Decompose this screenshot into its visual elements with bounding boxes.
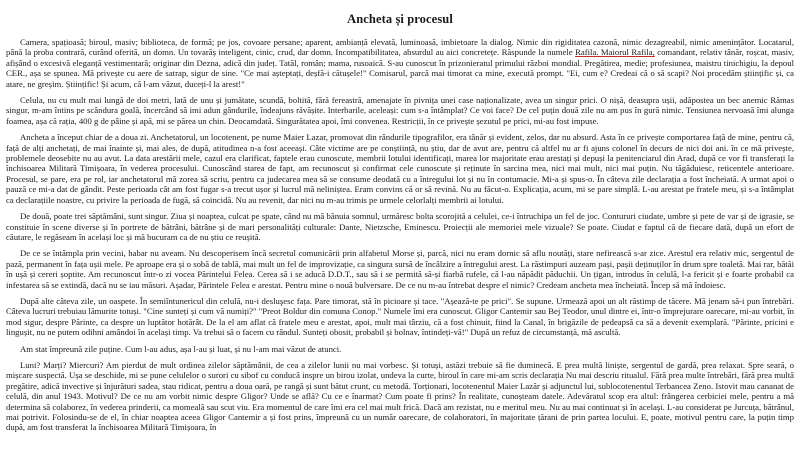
paragraph-6: După alte câteva zile, un oaspete. În semiîntunericul din celulă, nu-i desluşesc fața. Pare timorat, stă în picioare și tace. "Așează-te pe prici". Se supune. Urmează apoi un alt răstimp de tăcere. Mă jenam să-i pun întrebări. Câteva lucruri trebuiau lămurite totuși. "Cine sunteți și cum vă numiți?" "Preot Boldur din comuna Conop." Numele îmi era cunoscut. Gligor Cantemir sau Bej Teodor, unul dintre ei, într-o împrejurare oarecare, mi-au vorbit, în mod sigur, despre Părinte, ca despre un luptător hotărât. De la el am aflat că fratele meu e arestat, apoi, mult mai târziu, că a fost chinuit, fiind la Canal, în brigăzile de pedeapsă ca să a devenit exemplară. "Părinte, pricini e lingușit, nu ne putem odihni amândoi în același timp. Va trebui să o facem cu rândul. Sunteți obosit, probabil și bolnav, întindeți-vă!" După un refuz de circumstanță, mă ascultă. (6, 295, 794, 338)
paragraph-8: Luni? Marți? Miercuri? Am pierdut de mult ordinea zilelor săptămânii, de cea a zilelor lunii nu mai vorbesc. Și totuși, astăzi trebuie să fie duminecă. E prea multă liniște, sergentul de gardă, prea relaxat. Spre seară, o mișcare suspectă. Ușa se deschide, mi se pune celulelor o surori cu sibof cu conducă inspre un birou izolat, undeva la curte, biroul în care mi-am scris declarația Nu mai descriu ritualul. Fără prea multe întrebări, fără prea multă pregătire, adică invective și înjurături sadea, stau ridicat, pentru a doua oară, pe rangă și sunt bătut crunt, cu metodă. Torționari, locotenentul Maier Lazăr și adjunctul lui, sublocotenentul Terbancea Zeno. Istovit mau cananat de celulă, din anul 1943. Motivul? De ce nu am vorbit nimic despre Gligor? Unde se află? Cu ce e înarmat? Cum poate fi prins? În realitate, cunoșteam datele. Adevăratul scop era altul: frângerea cerbiciei mele, pentru a mă determina să colaborez, în vederea prinderii, ca momeală sau scut viu. Era momentul de care îmi era cel mai mult frică. Dacă am rezistat, nu e meritul meu. Nu au mai continuat și în același. L-au considerat pe Jurcuța, bătrânul, mai potrivit. Folosindu-se de el, în chiar noaptea aceea Gligor Cantemir a și fost prins, împreună cu un număr oarecare, de colaboratori, în majoritate țărani de prin partea locului. E, poate, motivul pentru care, la puțin timp după, am fost transferat la închisoarea Militară Timișoara, în (6, 359, 794, 433)
paragraph-4: De două, poate trei săptămâni, sunt singur. Ziua și noaptea, culcat pe spate, când nu mă bănuia somnul, urmăresc bolta scorojită a celulei, ce-i întruchipa un fel de joc. Contururi ciudate, umbre și pete de var și de igrasie, se constituie în scene diverse și în portrete de bătrâni, bătrâne și de mari personalități culturale: Dante, Nietzsche, Eminescu. Proiecții ale memoriei mele vizuale? Se poate. Ciudat e faptul că de fiecare dată, după un efort de căutare, le regăseam în același loc și mă bucuram ca de nu știu ce reușită. (6, 211, 794, 242)
paragraph-1-end: comandant, relativ tânăr, roșcat, masiv, afișând o excesivă eleganță vestimentară; originar din Dezna, adică din județ. Tatăl, român; mama, rusoaică. S-au cunoscut în prizonieratul primului război mondial. Pregătirea, medie; profesiunea, maistru tinichigiu, la depoul CER., așa se spunea. Mă privește cu aere de satrap, sigur de sine. "Ce mai așteptați, deșfă-i cătușele!" Comisarul, parcă mai timorat ca mine, execută prompt. "Ei, cum e? Credeai că o să scapi? Noi procedăm științific și, ca atare, ne greșim. Științific! Și acum, că l-am văzut, duceți-l la arest!" (6, 47, 794, 89)
document-title: Ancheta și procesul (347, 12, 453, 26)
highlighted-name-rafila: Rafila. Maiorul Rafila, (575, 47, 655, 58)
paragraph-2: Celula, nu cu mult mai lungă de doi metri, lată de unu și jumătate, scundă, boltită, fără fereastră, amenajate în pivnița unei case naționalizate, avea un singur prici. O nișă, deasupra ușii, adăpostea un bec anemic Rămas singur, m-am întins pe scândura goală, încercând să imi adun gândurile, îndeajuns răvășite. Interbarile, aceleași: cum s-a întâmplat? Ce voi face? De cel puțin două zile nu am pus în gură nimic. Tensiunea nervoasă îmi alunga foamea, așa că rația, 400 g de pâine și apă, mi se părea un chin. Deocamdată. Singurătatea apoi, îmi convenea. Restricții, în ce privește șezutul pe prici, mi-au fost impuse. (6, 95, 794, 126)
paragraph-7: Am stat împreună zile puține. Cum l-au adus, așa l-au și luat, și nu l-am mai văzut de atunci. (20, 343, 342, 354)
paragraph-3: Ancheta a început chiar de a doua zi. Anchetatorul, un locotenent, pe nume Maier Lazar, promovat din rândurile tipografilor, era tânăr și evident, zelos, dar nu absurd. Asta în ce privește comportarea față de mine, pentru că, față de alți anchetați, de mai înainte și, mai ales, de după, atitudinea n-a fost aceeași. Câte victime are pe conștiință, nu știu, dar de avut are, pentru că altfel nu ar fi ajuns colonel în decurs de nici doi ani. în ce mă privește, problemele deosebite nu au avut. La data arestării mele, cazul era clarificat, faptele erau cunoscute, membrii lotului identificați, marea lor majoritate erau arestați și depuși la penitenciarul din Arad, după ce vor fi transferați la închisoarea Militară Timișoara, în vederea procesului. Cunoscând starea de fapt, am recunoscut și confirmat cele cunoscute și reținute în sarcina mea, nici mai mult, nici mai puțin. Nu tăgăduiesc, reticentele anterioare. Procesul, se pare, era pe rol, iar anchetatorul mă zorea să scriu, pentru ca judecarea mea să se consume deodată cu a întregului lot și nu în contumacie. Mi-a și spus-o. În câteva zile declarația a fost încheiată. A urmat apoi o pauză ce mi-a dat de gândit. Peste perioada cât am fost fugar s-a trecut ușor și lucrul mă neliniștea. Eram convins că or să revină. Nu au făcut-o. Explicația, acum, mi se pare simplă. L-au arestat pe fratele meu, și s-a întâmplat ca declarațiile noastre, cu privire la perioada de fugă, să coincidă. Nu au revenit, dar nici nu m-au trimis pe urmele celorlalți membrii ai lotului. (6, 132, 794, 205)
paragraph-1-start: Camera, spațioasă; biroul, masiv; biblioteca, de formă; pe jos, covoare persane; aparent, ambianță elevată, luminoasă, imbietoare la dialog. Nimic din rigiditatea cazonă, nimic dezagreabil, nimic amenințător. Locatarul, până la proba contrară, curând oferită, un domn. Un tovarăș inteligent, cinic, crud, dar domn. Incompatibilitatea, absurdul au aici concretețe. Răspunde la numele (6, 37, 794, 58)
paragraph-5: De ce se întâmpla prin vecini, habar nu aveam. Nu descoperisem încă secretul comunicării prin alfabetul Morse și, parcă, nici nu eram dornic să aflu noutăți, stare nefirească s-ar zice. Arestul era relativ mic, sergentul de pază, permanent în fața ușii mele. Pe aproape era și o sobă de tablă, mai mult un fel de improvizație, ca singura sursă de încălzire a întregului arest. La răstimpuri auzeam pași, pașii deținuților în drum spre toaletă. Mai rar, bătăi în ușă și cereri șoptite. Am recunoscut într-o zi vocea Părintelui Felea. Cerea să i se aducă D.D.T., sau să i se permită să-și fiarbă rufele, că l-au năpădit păduchii. Un țigan, introdus în celulă, l-a fericit și e foarte probabil ca infestarea să se extindă, dacă nu se iau măsuri. Așadar, Părintele Felea e arestat. Pentru mine o nouă bulversare. De ce nu m-au întrebat despre el nimic? Credeam ancheta mea încheiată. Încep să mă îndoiesc. (6, 248, 794, 290)
paragraph-1 (6, 37, 794, 89)
